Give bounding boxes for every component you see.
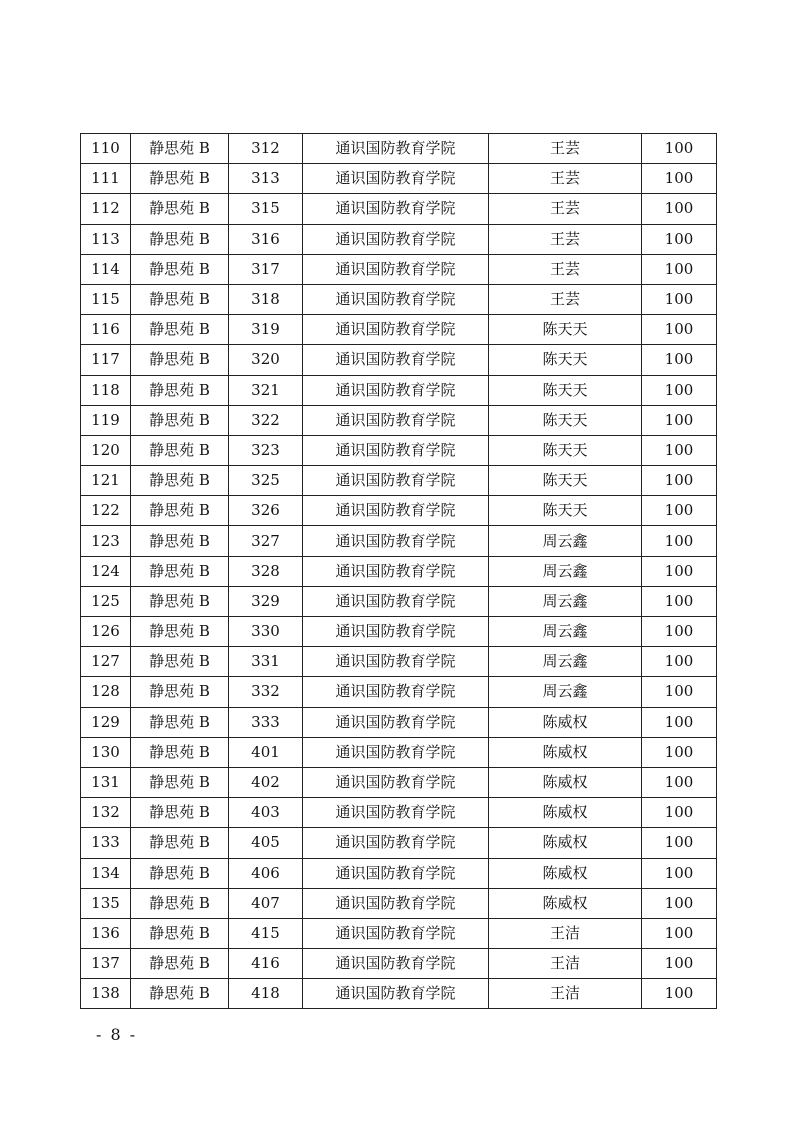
inspector-cell: 陈天天 <box>489 435 642 465</box>
table-row <box>81 677 717 707</box>
room-number-cell: 327 <box>229 526 303 556</box>
building-cell: 静思苑 B <box>131 949 229 979</box>
room-number-cell: 329 <box>229 586 303 616</box>
room-number-cell: 407 <box>229 888 303 918</box>
college-cell: 通识国防教育学院 <box>303 405 489 435</box>
table-row <box>81 798 717 828</box>
score-cell: 100 <box>642 405 717 435</box>
building-cell: 静思苑 B <box>131 526 229 556</box>
table-row <box>81 194 717 224</box>
college-cell: 通识国防教育学院 <box>303 224 489 254</box>
college-cell: 通识国防教育学院 <box>303 828 489 858</box>
college-cell: 通识国防教育学院 <box>303 284 489 314</box>
score-cell: 100 <box>642 556 717 586</box>
table-row <box>81 918 717 948</box>
room-number-cell: 326 <box>229 496 303 526</box>
score-cell: 100 <box>642 888 717 918</box>
row-index-cell: 131 <box>81 767 131 797</box>
room-number-cell: 320 <box>229 345 303 375</box>
college-cell: 通识国防教育学院 <box>303 918 489 948</box>
college-cell: 通识国防教育学院 <box>303 586 489 616</box>
row-index-cell: 134 <box>81 858 131 888</box>
table-row <box>81 647 717 677</box>
row-index-cell: 128 <box>81 677 131 707</box>
room-number-cell: 323 <box>229 435 303 465</box>
score-cell: 100 <box>642 798 717 828</box>
inspector-cell: 周云鑫 <box>489 586 642 616</box>
table-row <box>81 496 717 526</box>
inspector-cell: 陈威权 <box>489 767 642 797</box>
building-cell: 静思苑 B <box>131 677 229 707</box>
table-row <box>81 254 717 284</box>
score-cell: 100 <box>642 466 717 496</box>
room-number-cell: 405 <box>229 828 303 858</box>
score-cell: 100 <box>642 496 717 526</box>
inspector-cell: 王芸 <box>489 134 642 164</box>
inspector-cell: 周云鑫 <box>489 556 642 586</box>
inspector-cell: 王芸 <box>489 254 642 284</box>
room-number-cell: 321 <box>229 375 303 405</box>
building-cell: 静思苑 B <box>131 315 229 345</box>
room-number-cell: 318 <box>229 284 303 314</box>
room-number-cell: 415 <box>229 918 303 948</box>
room-number-cell: 325 <box>229 466 303 496</box>
inspector-cell: 王洁 <box>489 918 642 948</box>
inspector-cell: 周云鑫 <box>489 526 642 556</box>
room-number-cell: 406 <box>229 858 303 888</box>
inspector-cell: 王芸 <box>489 194 642 224</box>
score-cell: 100 <box>642 586 717 616</box>
college-cell: 通识国防教育学院 <box>303 647 489 677</box>
inspector-cell: 陈天天 <box>489 345 642 375</box>
table-row <box>81 979 717 1009</box>
room-number-cell: 316 <box>229 224 303 254</box>
building-cell: 静思苑 B <box>131 888 229 918</box>
row-index-cell: 112 <box>81 194 131 224</box>
table-row <box>81 526 717 556</box>
college-cell: 通识国防教育学院 <box>303 466 489 496</box>
inspector-cell: 王芸 <box>489 284 642 314</box>
table-row <box>81 315 717 345</box>
table-row <box>81 224 717 254</box>
table-row <box>81 556 717 586</box>
table-row <box>81 134 717 164</box>
college-cell: 通识国防教育学院 <box>303 858 489 888</box>
building-cell: 静思苑 B <box>131 858 229 888</box>
score-cell: 100 <box>642 284 717 314</box>
room-number-cell: 328 <box>229 556 303 586</box>
building-cell: 静思苑 B <box>131 647 229 677</box>
room-number-cell: 418 <box>229 979 303 1009</box>
row-index-cell: 124 <box>81 556 131 586</box>
building-cell: 静思苑 B <box>131 164 229 194</box>
table-row <box>81 345 717 375</box>
college-cell: 通识国防教育学院 <box>303 556 489 586</box>
college-cell: 通识国防教育学院 <box>303 254 489 284</box>
score-cell: 100 <box>642 677 717 707</box>
score-cell: 100 <box>642 375 717 405</box>
inspector-cell: 陈天天 <box>489 375 642 405</box>
inspector-cell: 陈天天 <box>489 315 642 345</box>
room-number-cell: 313 <box>229 164 303 194</box>
building-cell: 静思苑 B <box>131 466 229 496</box>
room-number-cell: 402 <box>229 767 303 797</box>
table-row <box>81 737 717 767</box>
room-number-cell: 401 <box>229 737 303 767</box>
building-cell: 静思苑 B <box>131 224 229 254</box>
college-cell: 通识国防教育学院 <box>303 496 489 526</box>
college-cell: 通识国防教育学院 <box>303 194 489 224</box>
table-row <box>81 949 717 979</box>
college-cell: 通识国防教育学院 <box>303 375 489 405</box>
college-cell: 通识国防教育学院 <box>303 767 489 797</box>
building-cell: 静思苑 B <box>131 284 229 314</box>
college-cell: 通识国防教育学院 <box>303 134 489 164</box>
building-cell: 静思苑 B <box>131 586 229 616</box>
row-index-cell: 137 <box>81 949 131 979</box>
row-index-cell: 132 <box>81 798 131 828</box>
college-cell: 通识国防教育学院 <box>303 979 489 1009</box>
row-index-cell: 127 <box>81 647 131 677</box>
building-cell: 静思苑 B <box>131 134 229 164</box>
room-number-cell: 319 <box>229 315 303 345</box>
row-index-cell: 116 <box>81 315 131 345</box>
table-body <box>81 134 717 1009</box>
inspector-cell: 陈威权 <box>489 737 642 767</box>
college-cell: 通识国防教育学院 <box>303 798 489 828</box>
room-number-cell: 315 <box>229 194 303 224</box>
table-row <box>81 707 717 737</box>
row-index-cell: 130 <box>81 737 131 767</box>
row-index-cell: 114 <box>81 254 131 284</box>
college-cell: 通识国防教育学院 <box>303 345 489 375</box>
inspector-cell: 周云鑫 <box>489 647 642 677</box>
room-number-cell: 322 <box>229 405 303 435</box>
building-cell: 静思苑 B <box>131 798 229 828</box>
inspector-cell: 周云鑫 <box>489 677 642 707</box>
score-cell: 100 <box>642 254 717 284</box>
building-cell: 静思苑 B <box>131 828 229 858</box>
row-index-cell: 113 <box>81 224 131 254</box>
row-index-cell: 126 <box>81 617 131 647</box>
score-cell: 100 <box>642 707 717 737</box>
building-cell: 静思苑 B <box>131 435 229 465</box>
college-cell: 通识国防教育学院 <box>303 949 489 979</box>
building-cell: 静思苑 B <box>131 194 229 224</box>
inspector-cell: 王芸 <box>489 224 642 254</box>
college-cell: 通识国防教育学院 <box>303 164 489 194</box>
row-index-cell: 133 <box>81 828 131 858</box>
score-cell: 100 <box>642 647 717 677</box>
table-row <box>81 617 717 647</box>
score-cell: 100 <box>642 858 717 888</box>
building-cell: 静思苑 B <box>131 707 229 737</box>
row-index-cell: 123 <box>81 526 131 556</box>
row-index-cell: 138 <box>81 979 131 1009</box>
college-cell: 通识国防教育学院 <box>303 617 489 647</box>
college-cell: 通识国防教育学院 <box>303 435 489 465</box>
room-number-cell: 331 <box>229 647 303 677</box>
building-cell: 静思苑 B <box>131 556 229 586</box>
room-number-cell: 403 <box>229 798 303 828</box>
table-row <box>81 435 717 465</box>
building-cell: 静思苑 B <box>131 375 229 405</box>
building-cell: 静思苑 B <box>131 767 229 797</box>
inspector-cell: 王洁 <box>489 949 642 979</box>
row-index-cell: 117 <box>81 345 131 375</box>
score-cell: 100 <box>642 979 717 1009</box>
row-index-cell: 110 <box>81 134 131 164</box>
inspector-cell: 陈天天 <box>489 466 642 496</box>
score-cell: 100 <box>642 345 717 375</box>
building-cell: 静思苑 B <box>131 405 229 435</box>
score-cell: 100 <box>642 194 717 224</box>
score-cell: 100 <box>642 918 717 948</box>
building-cell: 静思苑 B <box>131 979 229 1009</box>
row-index-cell: 115 <box>81 284 131 314</box>
row-index-cell: 118 <box>81 375 131 405</box>
building-cell: 静思苑 B <box>131 737 229 767</box>
building-cell: 静思苑 B <box>131 617 229 647</box>
score-cell: 100 <box>642 224 717 254</box>
row-index-cell: 122 <box>81 496 131 526</box>
room-number-cell: 416 <box>229 949 303 979</box>
inspector-cell: 陈威权 <box>489 858 642 888</box>
row-index-cell: 119 <box>81 405 131 435</box>
inspector-cell: 陈威权 <box>489 888 642 918</box>
row-index-cell: 121 <box>81 466 131 496</box>
room-number-cell: 332 <box>229 677 303 707</box>
building-cell: 静思苑 B <box>131 254 229 284</box>
score-cell: 100 <box>642 315 717 345</box>
table-row <box>81 828 717 858</box>
score-cell: 100 <box>642 828 717 858</box>
college-cell: 通识国防教育学院 <box>303 737 489 767</box>
score-cell: 100 <box>642 435 717 465</box>
table-row <box>81 858 717 888</box>
score-cell: 100 <box>642 134 717 164</box>
college-cell: 通识国防教育学院 <box>303 526 489 556</box>
inspector-cell: 周云鑫 <box>489 617 642 647</box>
score-cell: 100 <box>642 164 717 194</box>
room-number-cell: 330 <box>229 617 303 647</box>
college-cell: 通识国防教育学院 <box>303 888 489 918</box>
inspector-cell: 王芸 <box>489 164 642 194</box>
row-index-cell: 129 <box>81 707 131 737</box>
room-number-cell: 317 <box>229 254 303 284</box>
score-cell: 100 <box>642 737 717 767</box>
inspector-cell: 陈威权 <box>489 828 642 858</box>
dormitory-score-table <box>80 133 717 1009</box>
room-number-cell: 333 <box>229 707 303 737</box>
score-cell: 100 <box>642 949 717 979</box>
building-cell: 静思苑 B <box>131 918 229 948</box>
score-cell: 100 <box>642 526 717 556</box>
table-row <box>81 405 717 435</box>
inspector-cell: 王洁 <box>489 979 642 1009</box>
building-cell: 静思苑 B <box>131 345 229 375</box>
college-cell: 通识国防教育学院 <box>303 677 489 707</box>
table-row <box>81 586 717 616</box>
college-cell: 通识国防教育学院 <box>303 707 489 737</box>
score-cell: 100 <box>642 617 717 647</box>
table-row <box>81 466 717 496</box>
row-index-cell: 135 <box>81 888 131 918</box>
room-number-cell: 312 <box>229 134 303 164</box>
table-row <box>81 284 717 314</box>
table-row <box>81 375 717 405</box>
row-index-cell: 120 <box>81 435 131 465</box>
building-cell: 静思苑 B <box>131 496 229 526</box>
row-index-cell: 111 <box>81 164 131 194</box>
inspector-cell: 陈天天 <box>489 405 642 435</box>
score-cell: 100 <box>642 767 717 797</box>
inspector-cell: 陈威权 <box>489 707 642 737</box>
inspector-cell: 陈天天 <box>489 496 642 526</box>
college-cell: 通识国防教育学院 <box>303 315 489 345</box>
row-index-cell: 136 <box>81 918 131 948</box>
row-index-cell: 125 <box>81 586 131 616</box>
page-number: - 8 - <box>96 1025 138 1044</box>
inspector-cell: 陈威权 <box>489 798 642 828</box>
table-row <box>81 888 717 918</box>
table-row <box>81 164 717 194</box>
table-row <box>81 767 717 797</box>
